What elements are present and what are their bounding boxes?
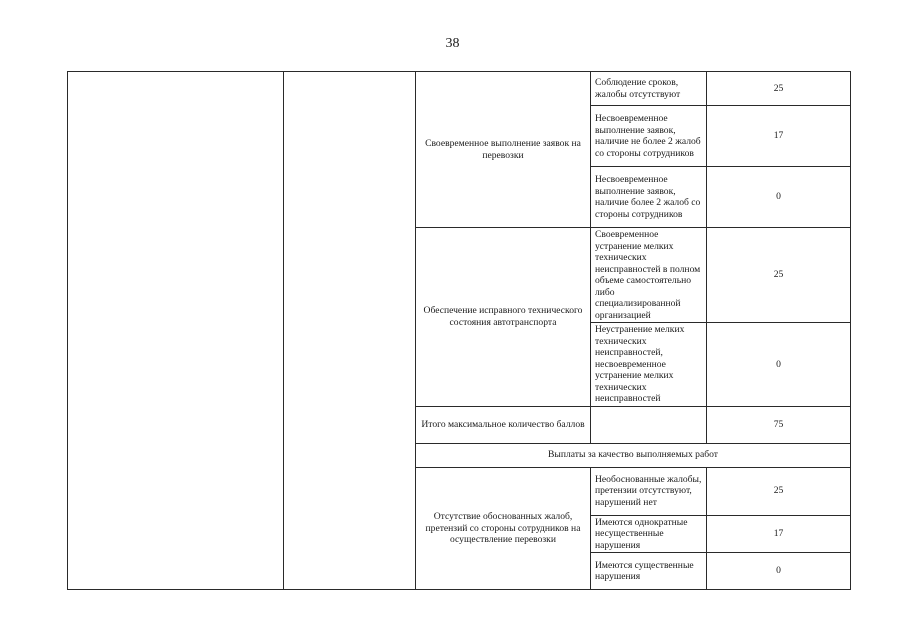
score-cell: 0 <box>707 167 851 228</box>
option-cell: Неустранение мелких технических неисправностей, несвоевременное устранение мелких технических неисправностей <box>591 323 707 407</box>
option-cell: Несвоевременное выполнение заявок, наличие не более 2 жалоб со стороны сотрудников <box>591 106 707 167</box>
score-cell: 25 <box>707 72 851 106</box>
total-score: 75 <box>707 406 851 443</box>
empty-cell-col1 <box>68 72 284 590</box>
score-cell: 17 <box>707 106 851 167</box>
score-cell: 0 <box>707 553 851 590</box>
section-header: Выплаты за качество выполняемых работ <box>416 443 851 467</box>
score-cell: 25 <box>707 467 851 515</box>
criterion-cell: Своевременное выполнение заявок на перевозки <box>416 72 591 228</box>
option-cell: Имеются существенные нарушения <box>591 553 707 590</box>
option-cell: Имеются однократные несущественные нарушения <box>591 515 707 553</box>
score-cell: 17 <box>707 515 851 553</box>
criterion-cell: Отсутствие обоснованных жалоб, претензий со стороны сотрудников на осуществление перевозки <box>416 467 591 590</box>
page-number: 38 <box>445 36 460 51</box>
table-row <box>68 72 851 106</box>
score-cell: 0 <box>707 323 851 407</box>
option-cell: Несвоевременное выполнение заявок, наличие более 2 жалоб со стороны сотрудников <box>591 167 707 228</box>
total-label: Итого максимальное количество баллов <box>416 406 591 443</box>
score-cell: 25 <box>707 228 851 323</box>
option-cell: Соблюдение сроков, жалобы отсутствуют <box>591 72 707 106</box>
option-cell: Необоснованные жалобы, претензии отсутствуют, нарушений нет <box>591 467 707 515</box>
criterion-cell: Обеспечение исправного технического состояния автотранспорта <box>416 228 591 407</box>
option-cell: Своевременное устранение мелких технических неисправностей в полном объеме самостоятельно либо специализированной организацией <box>591 228 707 323</box>
empty-cell <box>591 406 707 443</box>
criteria-table <box>67 71 851 590</box>
empty-cell-col2 <box>284 72 416 590</box>
